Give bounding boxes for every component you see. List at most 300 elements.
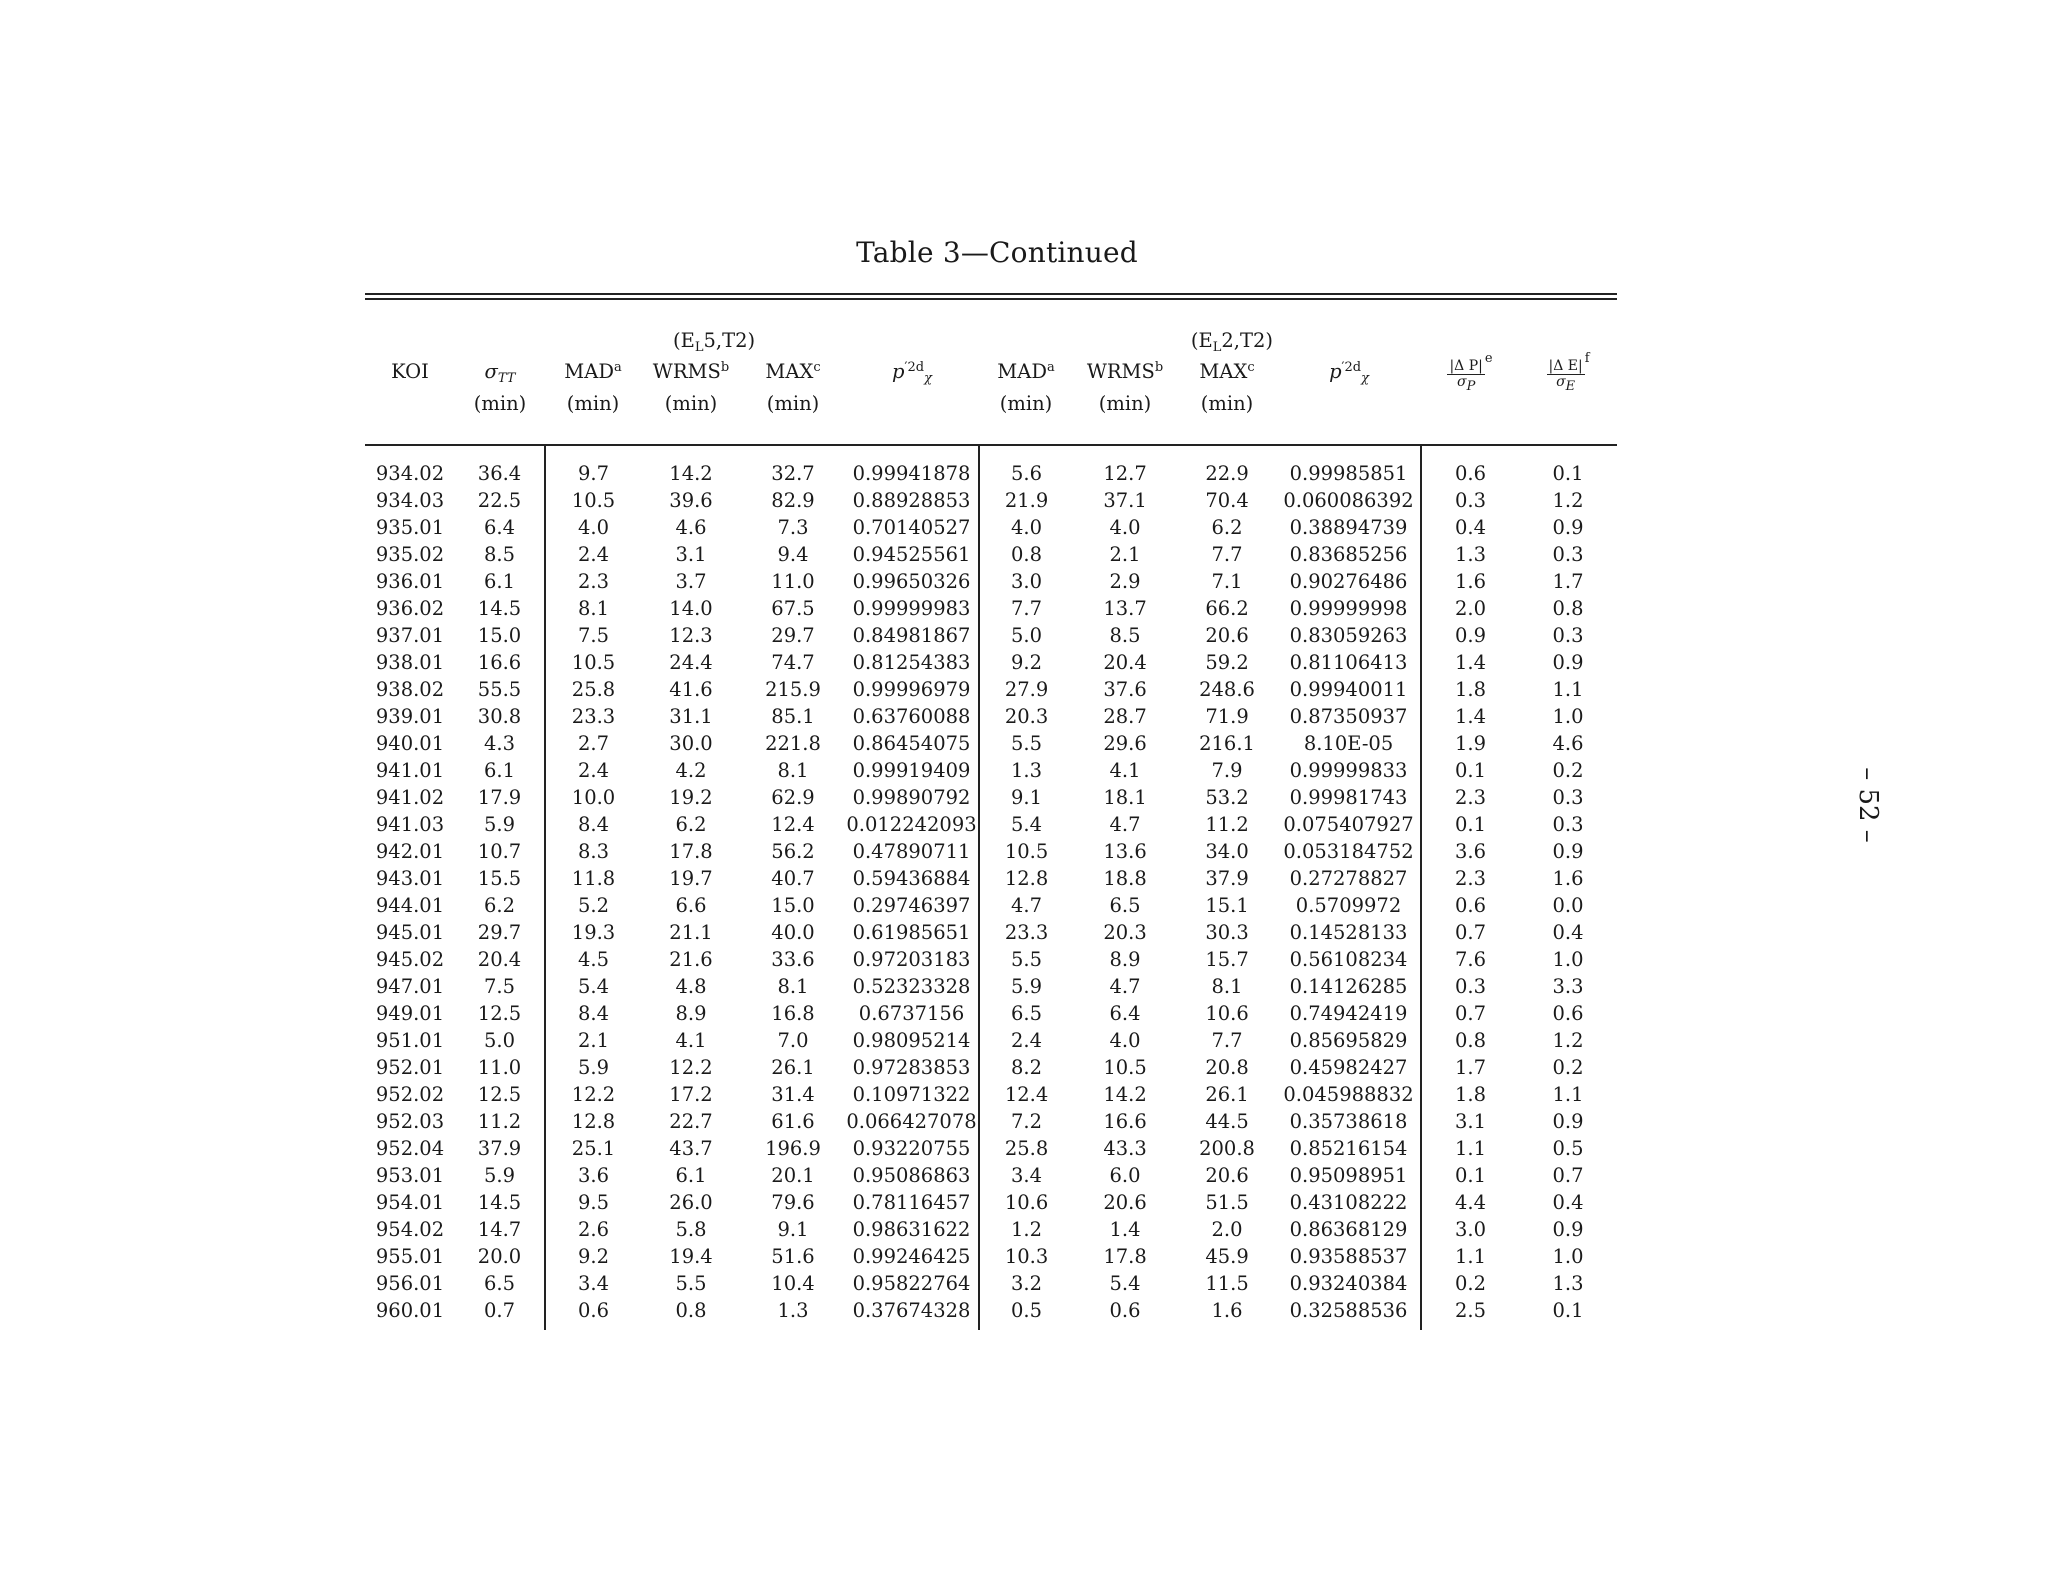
table-row [365,703,1617,730]
table-cell: 20.0 [455,1243,545,1270]
table-cell: 0.99985851 [1277,445,1421,487]
table-cell: 1.1 [1455,1245,1487,1268]
table-cell: 942.01 [375,840,445,863]
table-cell: 13.7 [1103,597,1147,620]
table-cell: 0.84981867 [845,622,979,649]
col-header-delta-p: $\frac{\text{|Δ P|}}{\sigma_P}$ e [1449,351,1493,394]
table-cell: 11.0 [455,1054,545,1081]
table-cell: 8.9 [675,1002,707,1025]
table-cell: 0.43108222 [1277,1189,1421,1216]
table-cell: 0.2 [1552,759,1584,782]
table-cell: 5.5 [675,1272,707,1295]
table-row [365,973,1617,1000]
table-cell: 7.5 [577,624,609,647]
table-cell: 12.5 [455,1000,545,1027]
table-cell: 15.0 [771,894,815,917]
table-cell: 20.3 [1004,705,1049,728]
table-row [365,784,1617,811]
table-cell: 216.1 [1199,732,1255,755]
table-cell: 2.4 [1011,1029,1043,1052]
table-cell: 9.4 [777,543,809,566]
table-cell: 0.99890792 [845,784,979,811]
table-cell: 6.4 [1109,1002,1141,1025]
table-row [365,1027,1617,1054]
table-cell: 1.1 [1552,678,1584,701]
data-table-container [365,293,1617,1330]
table-cell: 943.01 [375,867,445,890]
table-cell: 952.04 [375,1137,445,1160]
table-cell: 14.5 [455,1189,545,1216]
table-cell: 1.4 [1455,651,1487,674]
table-cell: 17.9 [455,784,545,811]
table-cell: 8.9 [1109,948,1141,971]
table-cell: 6.6 [675,894,707,917]
table-cell: 0.9 [1552,651,1584,674]
table-cell: 36.4 [455,445,545,487]
table-cell: 954.02 [375,1218,445,1241]
table-cell: 20.6 [1205,1164,1249,1187]
table-cell: 0.6 [577,1299,609,1322]
table-row [365,919,1617,946]
table-cell: 0.2 [1552,1056,1584,1079]
table-cell: 1.0 [1552,948,1584,971]
table-cell: 10.7 [455,838,545,865]
table-cell: 953.01 [375,1164,445,1187]
table-row [365,1270,1617,1297]
table-cell: 215.9 [765,678,821,701]
table-cell: 7.5 [455,973,545,1000]
table-cell: 952.03 [375,1110,445,1133]
table-cell: 3.7 [675,570,707,593]
table-cell: 0.95098951 [1277,1162,1421,1189]
col-header-p-chi-1: $p^{'2d}_\chi$ [892,359,932,386]
table-cell: 12.4 [1004,1083,1049,1106]
table-cell: 0.8 [1552,597,1584,620]
table-cell: 221.8 [765,732,821,755]
table-cell: 0.56108234 [1277,946,1421,973]
table-cell: 17.8 [1103,1245,1147,1268]
table-row [365,1162,1617,1189]
table-row [365,1243,1617,1270]
table-cell: 62.9 [771,786,815,809]
col-header-max-2: MAX$^c$ [1199,359,1255,383]
table-cell: 938.01 [375,651,445,674]
table-cell: 10.5 [571,489,616,512]
table-cell: 0.85216154 [1277,1135,1421,1162]
table-cell: 12.8 [571,1110,616,1133]
table-cell: 10.5 [1004,840,1049,863]
table-cell: 2.3 [577,570,609,593]
table-row [365,946,1617,973]
table-cell: 0.81106413 [1277,649,1421,676]
table-cell: 26.0 [669,1191,713,1214]
table-cell: 20.4 [1103,651,1147,674]
table-cell: 0.053184752 [1277,838,1421,865]
table-cell: 19.3 [571,921,616,944]
table-caption: Table 3—Continued [856,236,1138,269]
table-cell: 0.4 [1552,921,1584,944]
table-cell: 66.2 [1205,597,1249,620]
table-cell: 0.14126285 [1277,973,1421,1000]
table-cell: 19.4 [669,1245,713,1268]
table-cell: 4.8 [675,975,707,998]
table-cell: 4.0 [1109,1029,1141,1052]
table-cell: 0.3 [1455,489,1487,512]
table-cell: 7.7 [1011,597,1043,620]
table-cell: 0.59436884 [845,865,979,892]
unit-max-1: (min) [766,392,820,415]
table-cell: 935.01 [375,516,445,539]
table-cell: 8.10E-05 [1277,730,1421,757]
table-cell: 938.02 [375,678,445,701]
table-cell: 0.6 [1421,445,1519,487]
table-cell: 0.98095214 [845,1027,979,1054]
table-cell: 1.2 [1011,1218,1043,1241]
table-cell: 1.3 [1455,543,1487,566]
table-cell: 1.6 [1552,867,1584,890]
table-cell: 936.01 [375,570,445,593]
table-cell: 9.5 [577,1191,609,1214]
table-cell: 0.8 [1455,1029,1487,1052]
table-cell: 3.0 [1011,570,1043,593]
table-cell: 17.2 [669,1083,713,1106]
table-cell: 0.075407927 [1277,811,1421,838]
table-cell: 10.3 [1004,1245,1049,1268]
table-cell: 21.1 [669,921,713,944]
table-cell: 8.1 [1211,975,1243,998]
table-cell: 74.7 [771,651,815,674]
table-cell: 12.7 [1073,445,1177,487]
table-cell: 5.9 [455,1162,545,1189]
table-cell: 0.61985651 [845,919,979,946]
table-cell: 944.01 [375,894,445,917]
table-cell: 30.0 [669,732,713,755]
table-cell: 67.5 [771,597,815,620]
table-cell: 6.1 [675,1164,707,1187]
col-header-max-1: MAX$^c$ [765,359,821,383]
table-cell: 4.6 [1552,732,1584,755]
table-cell: 0.29746397 [845,892,979,919]
table-cell: 11.5 [1205,1272,1249,1295]
table-cell: 9.1 [1011,786,1043,809]
table-cell: 6.1 [455,568,545,595]
table-cell: 0.99999983 [845,595,979,622]
table-cell: 55.5 [455,676,545,703]
table-cell: 10.5 [571,651,616,674]
table-cell: 21.9 [1004,489,1049,512]
table-cell: 14.7 [455,1216,545,1243]
table-cell: 951.01 [375,1029,445,1052]
table-cell: 0.9 [1552,1218,1584,1241]
table-cell: 20.6 [1205,624,1249,647]
table-cell: 0.3 [1552,813,1584,836]
table-cell: 7.1 [1211,570,1243,593]
table-cell: 0.99999833 [1277,757,1421,784]
table-cell: 5.4 [1109,1272,1141,1295]
table-cell: 7.6 [1455,948,1487,971]
table-cell: 1.1 [1552,1083,1584,1106]
table-cell: 0.81254383 [845,649,979,676]
table-cell: 0.060086392 [1277,487,1421,514]
table-cell: 0.7 [455,1297,545,1330]
table-cell: 0.1 [1455,759,1487,782]
table-cell: 0.7 [1455,921,1487,944]
table-cell: 3.4 [1011,1164,1043,1187]
table-cell: 0.99940011 [1277,676,1421,703]
table-cell: 5.8 [675,1218,707,1241]
table-cell: 59.2 [1205,651,1249,674]
table-cell: 0.5 [1552,1137,1584,1160]
table-cell: 37.9 [1205,867,1249,890]
table-cell: 196.9 [765,1137,821,1160]
table-cell: 6.1 [455,757,545,784]
table-cell: 955.01 [375,1245,445,1268]
unit-mad-2: (min) [999,392,1053,415]
table-cell: 7.7 [1211,1029,1243,1052]
unit-sigma: (min) [473,392,527,415]
table-cell: 0.9 [1455,624,1487,647]
table-cell: 941.02 [375,786,445,809]
table-cell: 0.045988832 [1277,1081,1421,1108]
table-cell: 16.8 [771,1002,815,1025]
table-cell: 5.5 [1011,948,1043,971]
table-cell: 11.2 [455,1108,545,1135]
table-cell: 3.0 [1455,1218,1487,1241]
table-header [365,300,1617,445]
table-cell: 26.1 [1205,1083,1249,1106]
table-cell: 5.4 [1011,813,1043,836]
table-row [365,811,1617,838]
unit-wrms-1: (min) [664,392,718,415]
table-cell: 4.0 [577,516,609,539]
table-cell: 10.6 [1205,1002,1249,1025]
table-cell: 0.97203183 [845,946,979,973]
table-cell: 0.86368129 [1277,1216,1421,1243]
table-cell: 1.8 [1455,1083,1487,1106]
table-cell: 31.1 [669,705,713,728]
table-cell: 0.2 [1455,1272,1487,1295]
table-cell: 19.7 [669,867,713,890]
table-cell: 7.2 [1011,1110,1043,1133]
table-cell: 0.7 [1552,1164,1584,1187]
table-cell: 4.7 [1109,975,1141,998]
top-double-rule [365,293,1617,300]
table-row [365,1189,1617,1216]
table-cell: 5.5 [1011,732,1043,755]
table-cell: 1.3 [777,1299,809,1322]
table-cell: 8.4 [577,1002,609,1025]
table-cell: 952.01 [375,1056,445,1079]
table-row [365,541,1617,568]
table-cell: 2.4 [577,543,609,566]
table-cell: 941.03 [375,813,445,836]
table-cell: 0.7 [1455,1002,1487,1025]
table-cell: 41.6 [669,678,713,701]
table-cell: 6.5 [1109,894,1141,917]
table-cell: 0.78116457 [845,1189,979,1216]
table-cell: 37.1 [1103,489,1147,512]
table-cell: 1.7 [1455,1056,1487,1079]
table-cell: 200.8 [1199,1137,1255,1160]
table-cell: 0.5 [1011,1299,1043,1322]
table-cell: 8.1 [777,975,809,998]
table-cell: 18.8 [1103,867,1147,890]
table-cell: 0.87350937 [1277,703,1421,730]
table-cell: 2.3 [1455,867,1487,890]
table-cell: 82.9 [771,489,815,512]
table-row [365,595,1617,622]
table-cell: 4.0 [1011,516,1043,539]
table-cell: 1.1 [1455,1137,1487,1160]
table-cell: 0.90276486 [1277,568,1421,595]
table-cell: 0.14528133 [1277,919,1421,946]
table-cell: 45.9 [1205,1245,1249,1268]
table-cell: 4.3 [455,730,545,757]
table-cell: 936.02 [375,597,445,620]
table-cell: 4.2 [675,759,707,782]
table-cell: 10.6 [1004,1191,1049,1214]
table-cell: 53.2 [1205,786,1249,809]
table-cell: 12.8 [1004,867,1049,890]
table-cell: 28.7 [1103,705,1147,728]
table-cell: 1.2 [1552,489,1584,512]
table-cell: 4.1 [675,1029,707,1052]
table-cell: 12.5 [455,1081,545,1108]
table-cell: 14.0 [669,597,713,620]
table-cell: 1.4 [1455,705,1487,728]
table-cell: 2.7 [577,732,609,755]
table-cell: 3.1 [675,543,707,566]
table-cell: 0.6 [1552,1002,1584,1025]
table-cell: 0.99996979 [845,676,979,703]
table-cell: 21.6 [669,948,713,971]
table-cell: 40.7 [771,867,815,890]
table-cell: 7.9 [1211,759,1243,782]
table-cell: 31.4 [771,1083,815,1106]
table-cell: 19.2 [669,786,713,809]
table-row [365,1054,1617,1081]
table-cell: 22.7 [669,1110,713,1133]
table-cell: 14.2 [1103,1083,1147,1106]
table-cell: 945.02 [375,948,445,971]
table-cell: 20.1 [771,1164,815,1187]
table-cell: 26.1 [771,1056,815,1079]
table-cell: 2.0 [1211,1218,1243,1241]
table-cell: 3.6 [1455,840,1487,863]
table-cell: 0.27278827 [1277,865,1421,892]
table-cell: 4.7 [1011,894,1043,917]
table-cell: 949.01 [375,1002,445,1025]
col-header-koi: KOI [391,359,429,383]
table-cell: 2.5 [1455,1299,1487,1322]
table-cell: 9.7 [545,445,641,487]
table-cell: 34.0 [1205,840,1249,863]
table-row [365,1297,1617,1330]
table-cell: 44.5 [1205,1110,1249,1133]
table-cell: 9.2 [577,1245,609,1268]
table-cell: 14.5 [455,595,545,622]
table-cell: 25.8 [1004,1137,1049,1160]
table-cell: 0.99246425 [845,1243,979,1270]
table-cell: 18.1 [1103,786,1147,809]
table-cell: 9.1 [777,1218,809,1241]
table-cell: 4.7 [1109,813,1141,836]
table-cell: 2.4 [577,759,609,782]
table-row [365,865,1617,892]
table-row [365,1081,1617,1108]
table-cell: 0.32588536 [1277,1297,1421,1330]
table-row [365,730,1617,757]
table-cell: 0.8 [1011,543,1043,566]
table-cell: 5.2 [577,894,609,917]
table-row [365,514,1617,541]
table-cell: 5.9 [1011,975,1043,998]
table-cell: 935.02 [375,543,445,566]
table-cell: 0.6 [1109,1299,1141,1322]
table-row [365,1108,1617,1135]
table-cell: 0.1 [1455,813,1487,836]
table-cell: 25.1 [571,1137,616,1160]
table-cell: 10.0 [571,786,616,809]
table-cell: 1.3 [1552,1272,1584,1295]
table-cell: 0.45982427 [1277,1054,1421,1081]
table-row [365,568,1617,595]
table-row [365,757,1617,784]
table-cell: 8.1 [777,759,809,782]
table-cell: 0.86454075 [845,730,979,757]
table-cell: 0.98631622 [845,1216,979,1243]
table-cell: 945.01 [375,921,445,944]
table-cell: 0.95822764 [845,1270,979,1297]
table-cell: 960.01 [375,1299,445,1322]
table-cell: 12.3 [669,624,713,647]
table-cell: 5.4 [577,975,609,998]
table-cell: 4.1 [1109,759,1141,782]
table-cell: 43.7 [669,1137,713,1160]
table-cell: 13.6 [1103,840,1147,863]
table-cell: 6.2 [455,892,545,919]
table-cell: 30.8 [455,703,545,730]
table-cell: 23.3 [571,705,616,728]
table-cell: 0.5709972 [1277,892,1421,919]
table-cell: 7.3 [777,516,809,539]
col-header-delta-e: $\frac{\text{|Δ E|}}{\sigma_E}$ f [1548,351,1590,394]
table-cell: 17.8 [669,840,713,863]
table-cell: 15.5 [455,865,545,892]
table-cell: 0.4 [1455,516,1487,539]
table-cell: 37.6 [1103,678,1147,701]
table-cell: 20.8 [1205,1056,1249,1079]
table-cell: 3.1 [1455,1110,1487,1133]
table-cell: 6.5 [1011,1002,1043,1025]
table-cell: 1.0 [1552,1245,1584,1268]
table-cell: 33.6 [771,948,815,971]
table-cell: 6.5 [455,1270,545,1297]
table-cell: 0.10971322 [845,1081,979,1108]
table-cell: 5.0 [455,1027,545,1054]
table-cell: 51.5 [1205,1191,1249,1214]
table-cell: 0.3 [1552,543,1584,566]
table-cell: 0.97283853 [845,1054,979,1081]
table-cell: 6.2 [675,813,707,836]
table-cell: 79.6 [771,1191,815,1214]
table-cell: 3.3 [1552,975,1584,998]
table-cell: 934.02 [365,445,455,487]
table-cell: 0.1 [1552,1299,1584,1322]
table-cell: 20.6 [1103,1191,1147,1214]
table-cell: 2.3 [1455,786,1487,809]
unit-wrms-2: (min) [1098,392,1152,415]
